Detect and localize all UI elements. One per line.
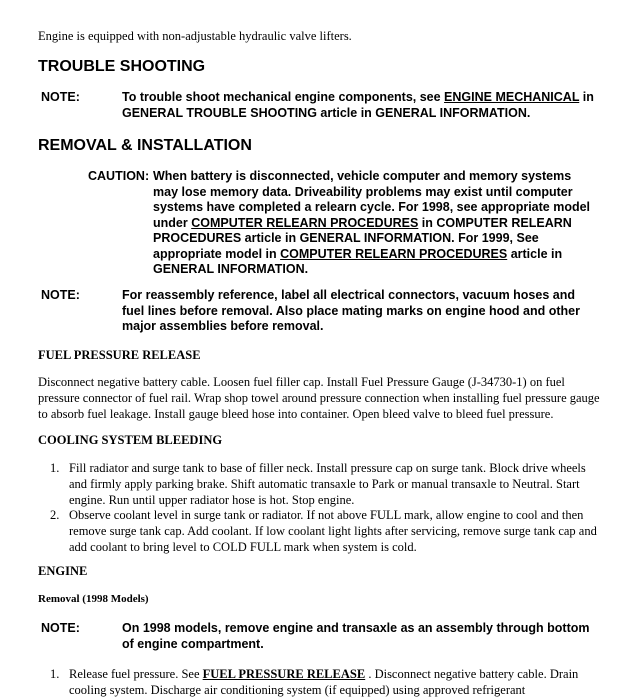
list-number: 1. [50,667,60,681]
note-line: For reassembly reference, label all electrical connectors, vacuum hoses and [122,288,575,302]
caution-line: article in [507,246,563,261]
note-text: in [579,90,594,104]
trouble-shooting-note-label: NOTE: [41,90,80,104]
list-item-line: add coolant to bring level to COLD FULL mark when system is cold. [69,540,417,554]
paragraph-line: pressure connector of fuel rail. Wrap shop towel around pressure connection when installing fuel pressure gauge [38,391,600,405]
intro-text: Engine is equipped with non-adjustable hydraulic valve lifters. [38,29,352,43]
engine-heading: ENGINE [38,564,88,578]
list-item [69,507,597,555]
computer-relearn-procedures-link[interactable]: COMPUTER RELEARN PROCEDURES [191,215,419,230]
caution-line: GENERAL INFORMATION. [153,262,309,276]
paragraph-line: to absorb fuel leakage. Install gauge bleed hose into container. Open bleed valve to bleed fuel pressure. [38,407,554,421]
removal-note [122,288,580,335]
caution-line: appropriate model in [153,246,281,261]
trouble-shooting-heading: TROUBLE SHOOTING [38,58,206,75]
paragraph-line: Disconnect negative battery cable. Loosen fuel filler cap. Install Fuel Pressure Gauge (J-34730-1) on fuel [38,375,565,389]
fuel-pressure-release-link[interactable]: FUEL PRESSURE RELEASE [202,667,366,681]
list-item-line: . Disconnect negative battery cable. Drain [365,667,579,681]
note-line: fuel lines before removal. Also place mating marks on engine hood and other [122,303,580,318]
computer-relearn-procedures-link-2[interactable]: COMPUTER RELEARN PROCEDURES [280,246,508,261]
fuel-pressure-release-body [38,374,600,422]
list-item [69,666,578,698]
note-text: GENERAL TROUBLE SHOOTING article in GENERAL INFORMATION. [122,105,531,120]
caution-line: systems have completed a relearn cycle. For 1998, see appropriate model [153,200,591,214]
caution-line: PROCEDURES article in GENERAL INFORMATION. For 1999, See [153,231,539,245]
list-item-line: and firmly apply parking brake. Shift automatic transaxle to Park or manual transaxle to Neutral. Start [69,477,580,491]
list-number: 2. [50,508,60,522]
removal-installation-heading: REMOVAL & INSTALLATION [38,137,252,154]
list-number: 1. [50,461,60,475]
caution-label: CAUTION: [88,169,150,183]
list-item-line: Observe coolant level in surge tank or radiator. If not above FULL mark, allow engine to cool and then [69,508,584,522]
trouble-shooting-note [122,90,594,121]
caution-text [153,169,590,278]
note-text: To trouble shoot mechanical engine components, see [122,90,445,104]
cooling-system-bleeding-heading: COOLING SYSTEM BLEEDING [38,433,223,447]
fuel-pressure-release-heading: FUEL PRESSURE RELEASE [38,348,201,362]
caution-line: in COMPUTER RELEARN [418,215,572,230]
list-item-line: cooling system. Discharge air conditioning system (if equipped) using approved refrigerant [69,683,526,697]
list-item-line: Release fuel pressure. See [69,667,203,681]
list-item-line: Fill radiator and surge tank to base of filler neck. Install pressure cap on surge tank. Block drive wheels [69,461,586,475]
list-item-line: engine. Run until upper radiator hose is hot. Stop engine. [69,493,355,507]
engine-subheading: Removal (1998 Models) [38,593,149,605]
engine-mechanical-link[interactable]: ENGINE MECHANICAL [444,90,580,104]
note-line: major assemblies before removal. [122,319,324,333]
engine-note-label: NOTE: [41,621,80,635]
caution-line: When battery is disconnected, vehicle computer and memory systems [153,169,572,183]
list-item [69,460,586,508]
list-item-line: remove surge tank cap. Add coolant. If low coolant light lights after servicing, remove surge tank cap and [69,524,597,538]
engine-note [122,621,590,652]
caution-line: may lose memory data. Driveability problems may exist until computer [153,184,573,199]
removal-note-label: NOTE: [41,288,80,302]
caution-line: under [153,215,192,230]
note-line: of engine compartment. [122,636,264,651]
note-line: On 1998 models, remove engine and transaxle as an assembly through bottom [122,621,590,635]
